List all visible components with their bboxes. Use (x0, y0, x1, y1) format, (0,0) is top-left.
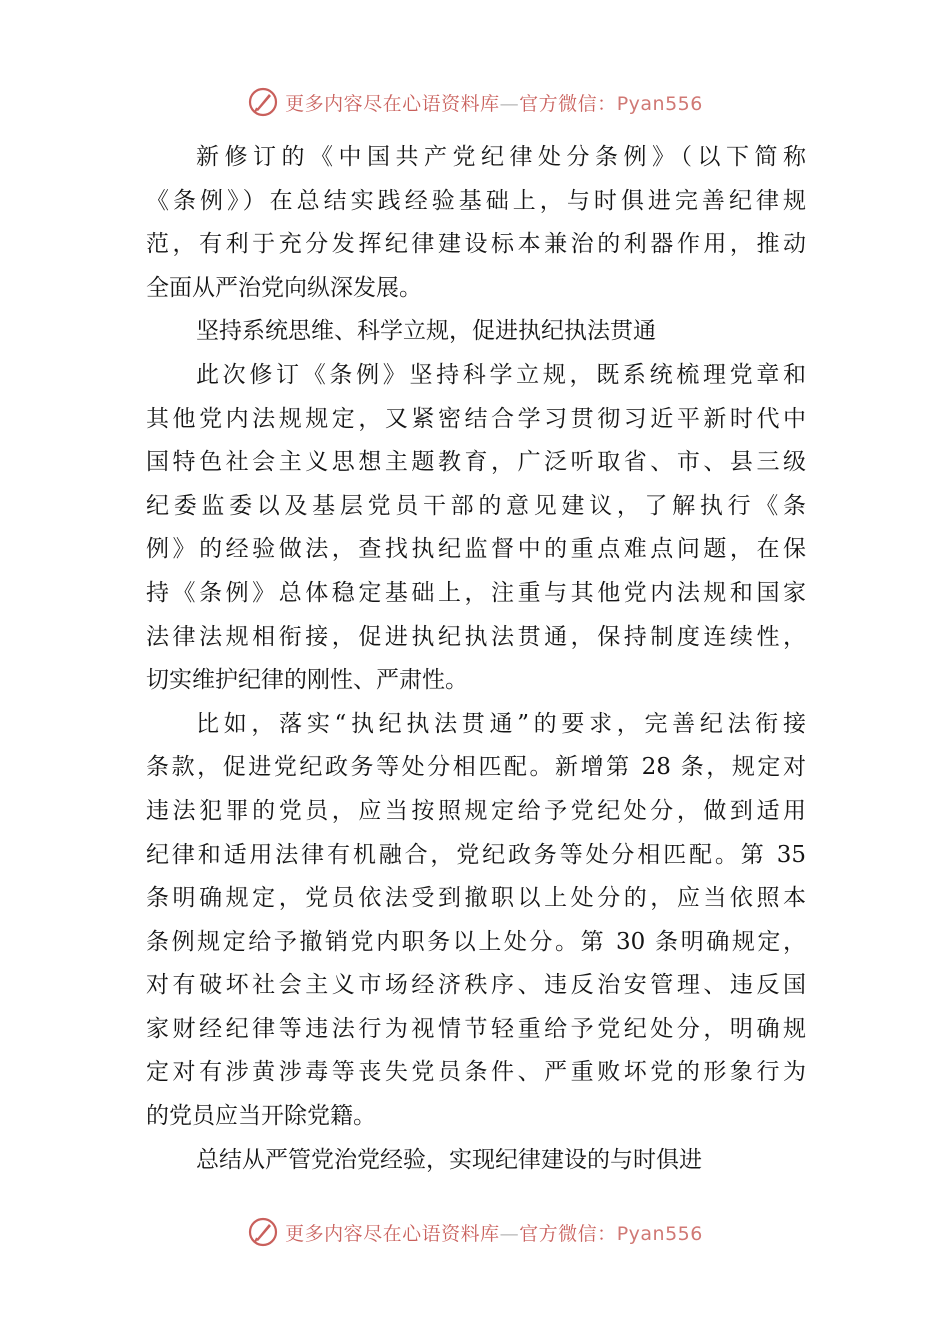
text-line: 法律法规相衔接，促进执纪执法贯通，保持制度连续性， (146, 623, 806, 650)
watermark-text: 更多内容尽在心语资料库—官方微信：Pyan556 (285, 1222, 703, 1245)
text-line: 的党员应当开除党籍。 (146, 1103, 376, 1130)
text-line: 纪委监委以及基层党员干部的意见建议，了解执行《条 (146, 492, 806, 519)
text-line: 切实维护纪律的刚性、严肃性。 (146, 667, 468, 694)
text-line: 新修订的《中国共产党纪律处分条例》（以下简称 (196, 144, 806, 170)
document-body (146, 136, 806, 1182)
text-line: 定对有涉黄涉毒等丧失党员条件、严重败坏党的形象行为 (146, 1059, 806, 1086)
footer-watermark (0, 1212, 950, 1252)
text-line: 纪律和适用法律有机融合，党纪政务等处分相匹配。第 35 (146, 841, 806, 868)
text-line: 违法犯罪的党员，应当按照规定给予党纪处分，做到适用 (146, 797, 806, 824)
text-line: 此次修订《条例》坚持科学立规，既系统梳理党章和 (196, 361, 806, 388)
text-line: 坚持系统思维、科学立规，促进执纪执法贯通 (196, 318, 656, 345)
quill-logo-icon (247, 86, 279, 118)
header-watermark (0, 82, 950, 122)
text-line: 家财经纪律等违法行为视情节轻重给予党纪处分，明确规 (146, 1015, 806, 1042)
text-line: 总结从严管党治党经验，实现纪律建设的与时俱进 (196, 1146, 702, 1173)
watermark-text: 更多内容尽在心语资料库—官方微信：Pyan556 (285, 92, 703, 115)
text-line: 《条例》）在总结实践经验基础上，与时俱进完善纪律规 (146, 187, 806, 214)
quill-logo-icon (247, 1216, 279, 1248)
text-line: 全面从严治党向纵深发展。 (146, 274, 422, 301)
text-line: 条款，促进党纪政务等处分相匹配。新增第 28 条，规定对 (146, 754, 806, 781)
text-line: 比如，落实“执纪执法贯通”的要求，完善纪法衔接 (196, 710, 806, 737)
text-line: 持《条例》总体稳定基础上，注重与其他党内法规和国家 (146, 579, 806, 606)
text-line: 对有破坏社会主义市场经济秩序、违反治安管理、违反国 (146, 972, 806, 999)
text-line: 其他党内法规规定，又紧密结合学习贯彻习近平新时代中 (146, 405, 806, 432)
text-line: 国特色社会主义思想主题教育，广泛听取省、市、县三级 (146, 449, 806, 476)
text-line: 例》的经验做法，查找执纪监督中的重点难点问题，在保 (146, 536, 806, 563)
text-line: 条明确规定，党员依法受到撤职以上处分的，应当依照本 (146, 885, 806, 912)
text-line: 范，有利于充分发挥纪律建设标本兼治的利器作用，推动 (146, 231, 806, 258)
text-line: 条例规定给予撤销党内职务以上处分。第 30 条明确规定， (146, 928, 806, 955)
